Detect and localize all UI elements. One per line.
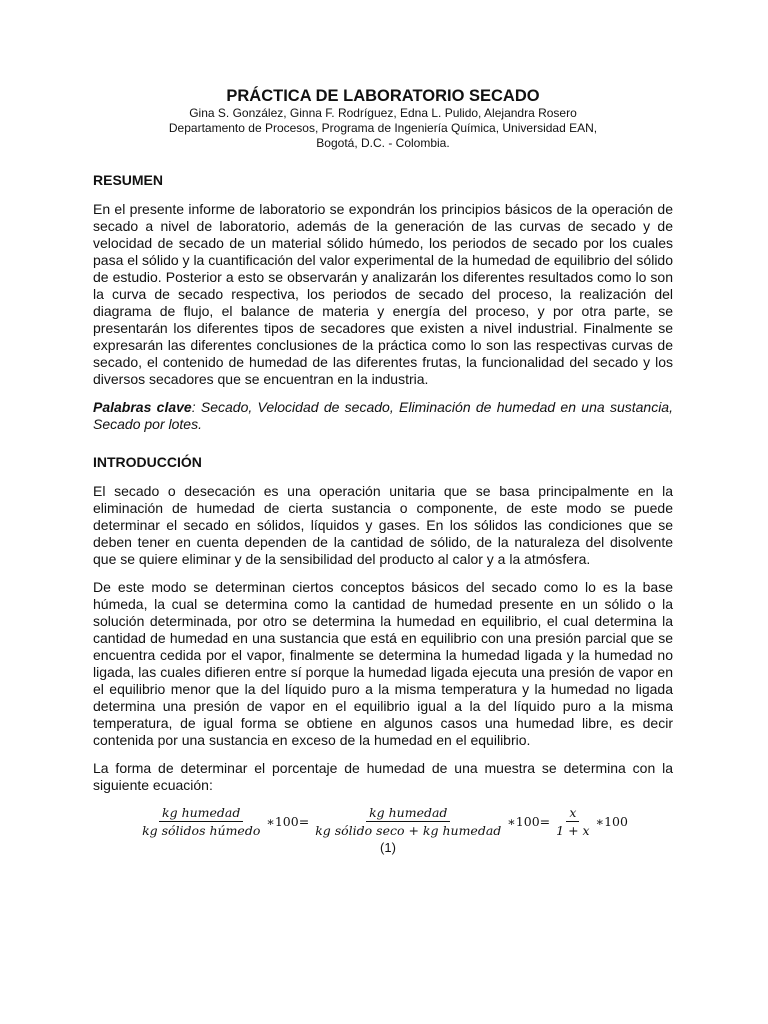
document-content <box>93 86 673 855</box>
fraction-3-numerator: x <box>566 805 579 822</box>
fraction-1-denominator: kg sólidos húmedo <box>142 823 261 838</box>
fraction-2-denominator: kg sólido seco + kg humedad <box>315 823 502 838</box>
keywords-text: : Secado, Velocidad de secado, Eliminación de humedad en una sustancia, Secado por lotes. <box>93 399 673 432</box>
resumen-heading: RESUMEN <box>93 172 164 188</box>
authors-line: Gina S. González, Ginna F. Rodríguez, Edna L. Pulido, Alejandra Rosero <box>189 106 577 120</box>
resumen-paragraph: En el presente informe de laboratorio se expondrán los principios básicos de la operación de secado a nivel de laboratorio, además de la generación de las curvas de secado y de velocidad de secado de un material sólido húmedo, los periodos de secado por los cuales pasa el sólido y la cuantificación del valor experimental de la humedad de equilibrio del sólido de estudio. Posterior a esto se observarán y analizarán los diferentes resultados como lo son la curva de secado respectiva, los periodos de secado del proceso, la realización del diagrama de flujo, el balance de materia y energía del proceso, y por otra parte, se presentarán los diferentes tipos de secadores que existen a nivel industrial. Finalmente se expresarán las diferentes conclusiones de la práctica como lo son las respectivas curvas de secado, el contenido de humedad de las diferentes frutas, la funcionalidad del secado y los diversos secadores que se encuentran en la industria. <box>93 201 673 387</box>
keywords-paragraph <box>93 399 673 433</box>
moisture-equation <box>93 805 673 838</box>
intro-paragraph-3: La forma de determinar el porcentaje de humedad de una muestra se determina con la siguiente ecuación: <box>93 760 673 793</box>
equation-fraction-2 <box>312 805 504 838</box>
equation-number: (1) <box>380 840 396 855</box>
equation-operator-3: ∗100 <box>595 814 628 829</box>
fraction-2-numerator: kg humedad <box>366 805 450 822</box>
keywords-label: Palabras clave <box>93 399 192 415</box>
introduccion-heading: INTRODUCCIÓN <box>93 454 202 470</box>
fraction-3-denominator: 1 + x <box>556 823 590 838</box>
fraction-1-numerator: kg humedad <box>159 805 243 822</box>
affiliation-line-1: Departamento de Procesos, Programa de Ingeniería Química, Universidad EAN, <box>168 121 598 135</box>
equation-operator-1: ∗100= <box>266 814 310 829</box>
intro-paragraph-1: El secado o desecación es una operación unitaria que se basa principalmente en la eliminación de humedad de cierta sustancia o componente, de este modo se puede determinar el secado en sólidos, líquidos y gases. En los sólidos las condiciones que se deben tener en cuenta dependen de la cantidad de sólido, de la naturaleza del disolvente que se quiere eliminar y de la sensibilidad del producto al calor y a la atmósfera. <box>93 483 673 567</box>
document-title: PRÁCTICA DE LABORATORIO SECADO <box>226 87 540 105</box>
intro-paragraph-2: De este modo se determinan ciertos conceptos básicos del secado como lo es la base húmeda, la cual se determina como la cantidad de humedad presente en un sólido o la solución determinada, por otro se determina la humedad en equilibrio, el cual determina la cantidad de humedad en una sustancia que está en equilibrio con una presión parcial que se encuentra cedida por el vapor, finalmente se determina la humedad ligada y la humedad no ligada, las cuales difieren entre sí porque la humedad ligada ejecuta una presión de vapor en el equilibrio menor que la del líquido puro a la misma temperatura y la humedad no ligada determina una presión de vapor en el equilibrio igual a la del líquido puro a la misma temperatura, de igual forma se obtiene en algunos casos una humedad libre, es decir contenida por una sustancia en exceso de la humedad en el equilibrio. <box>93 579 673 748</box>
affiliation-line-2: Bogotá, D.C. - Colombia. <box>316 136 450 150</box>
equation-fraction-1 <box>139 805 263 838</box>
equation-fraction-3 <box>553 805 592 838</box>
equation-operator-2: ∗100= <box>507 814 551 829</box>
